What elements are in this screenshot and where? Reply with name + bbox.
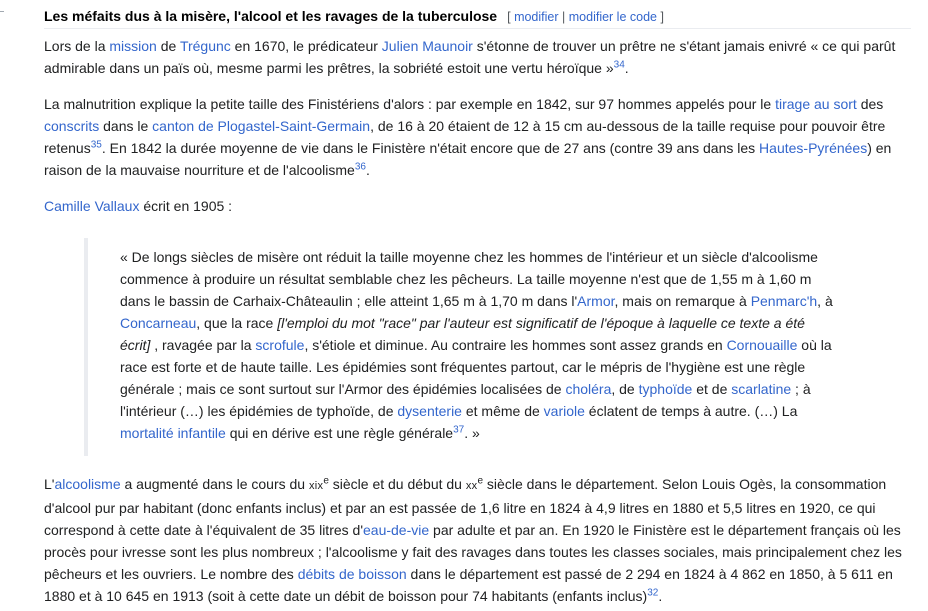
reference-32[interactable]: 32 [647,587,659,599]
reference-37[interactable]: 37 [453,424,465,436]
paragraph-2: La malnutrition explique la petite taille des Finistériens d'alors : par exemple en 1842, sur 97 hommes appelés pour le tirage au sort des conscrits dans le canton de Plogastel-Saint-Germain, de 16 à 20 étaient de 12 à 15 cm au-dessous de la taille requise pour pouvoir être retenus$^{35}$. En 1842 la durée moyenne de vie dans le Finistère n'était encore que de 27 ans (contre 39 ans dans les Hautes-Pyrénées) en raison de la mauvaise nourriture et de l'alcoolisme$^{36}$. [44,96,892,178]
paragraph-4: L'alcoolisme a augmenté dans le cours du xix$^e$ siècle et du début du $xx^e$ siècle dans le département. Selon Louis Ogès, la consommation d'alcool pur par habitant (donc enfants inclus) et par an est passée de 1,6 litre en 1824 à 4,9 litres en 1880 et 5,5 litres en 1920, ce qui correspond à cette date à l'équivalent de 35 litres d'eau-de-vie par adulte et par an. En 1920 le Finistère est le département français où les procès pour ivresse sont les plus nombreux ; l'alcoolisme y fait des ravages dans toutes les classes sociales, mais principalement chez les pêcheurs et les ouvriers. Le nombre des débits de boisson dans le département est passé de 2 294 en 1824 à 4 862 en 1850, à 5 611 en 1880 et à 10 645 en 1913 (soit à cette date un débit de boisson pour 74 habitants (enfants inclus)$^{32}$. [44,475,902,604]
edit-section-links: [ modifier | modifier le code ] [507,10,664,24]
blockquote-border [84,238,88,456]
link-camille-vallaux[interactable]: Camille Vallaux [44,198,140,214]
reference-36[interactable]: 36 [354,161,366,173]
link-penmarch[interactable]: Penmarc'h [750,293,818,309]
link-mortalite-infantile[interactable]: mortalité infantile [120,425,226,441]
link-tregunc[interactable]: Trégunc [179,38,231,54]
blockquote: « De longs siècles de misère ont réduit la taille moyenne chez les hommes de l'intérieur et un siècle d'alcoolisme commence à produire un résultat semblable chez les pêcheurs. La taille moyenne n'est que de 1,55 m à 1,60 m dans le bassin de Carhaix-Châteaulin ; elle atteint 1,65 m à 1,70 m dans l'Armor, mais on remarque à Penmarc'h, à Concarneau, que la race [l'emploi du mot "race" par l'auteur est significatif de l'époque à laquelle ce texte a été écrit] , ravagée par la scrofule, s'étiole et diminue. Au contraire les hommes sont assez grands en Cornouaille où la race est forte et de haute taille. Les épidémies sont fréquentes partout, car le mépris de l'hygiène est une règle générale ; mais ce sont surtout sur l'Armor des épidémies localisées de choléra, de typhoïde et de scarlatine ; à l'intérieur (…) les épidémies de typhoïde, de dysenterie et même de variole éclatent de temps à autre. (…) La mortalité infantile qui en dérive est une règle générale$^{37}$. » [120,249,833,441]
link-variole[interactable]: variole [543,403,585,419]
section-title: Les méfaits dus à la misère, l'alcool et les ravages de la tuberculose [44,8,498,24]
reference-34[interactable]: 34 [613,59,625,71]
paragraph-3: Camille Vallaux écrit en 1905 : [44,198,233,214]
link-mission[interactable]: mission [109,38,157,54]
link-canton-plogastel[interactable]: canton de Plogastel-Saint-Germain [152,118,371,134]
link-debits-de-boisson[interactable]: débits de boisson [297,566,407,582]
link-scarlatine[interactable]: scarlatine [731,381,792,397]
link-hautes-pyrenees[interactable]: Hautes-Pyrénées [759,140,868,156]
link-typhoide[interactable]: typhoïde [638,381,693,397]
link-scrofule[interactable]: scrofule [255,337,305,353]
reference-35[interactable]: 35 [90,139,102,151]
link-concarneau[interactable]: Concarneau [120,315,197,331]
paragraph-1: Lors de la mission de Trégunc en 1670, le prédicateur Julien Maunoir s'étonne de trouver un prêtre ne s'étant jamais enivré « ce qui parût admirable dans un païs où, mesme parmi les prêtres, la sobriété estoit une vertu héroïque »$^{34}$. [44,38,896,76]
link-armor[interactable]: Armor [577,293,615,309]
link-conscrits[interactable]: conscrits [44,118,100,134]
link-cornouaille[interactable]: Cornouaille [726,337,798,353]
link-julien-maunoir[interactable]: Julien Maunoir [381,38,473,54]
section-heading [44,5,911,29]
link-alcoolisme[interactable]: alcoolisme [54,476,121,492]
edit-link[interactable]: modifier [514,10,559,24]
editorial-note: [l'emploi du mot "race" par l'auteur est significatif de l'époque à laquelle ce texte a été écrit] [120,315,805,353]
edit-code-link[interactable]: modifier le code [568,10,657,24]
margin-tick [0,11,4,12]
link-dysenterie[interactable]: dysenterie [397,403,462,419]
century-19: xix [308,480,324,492]
link-tirage-au-sort[interactable]: tirage au sort [775,96,857,112]
link-cholera[interactable]: choléra [565,381,612,397]
link-eau-de-vie[interactable]: eau-de-vie [363,522,430,538]
century-20: xx [465,480,478,492]
